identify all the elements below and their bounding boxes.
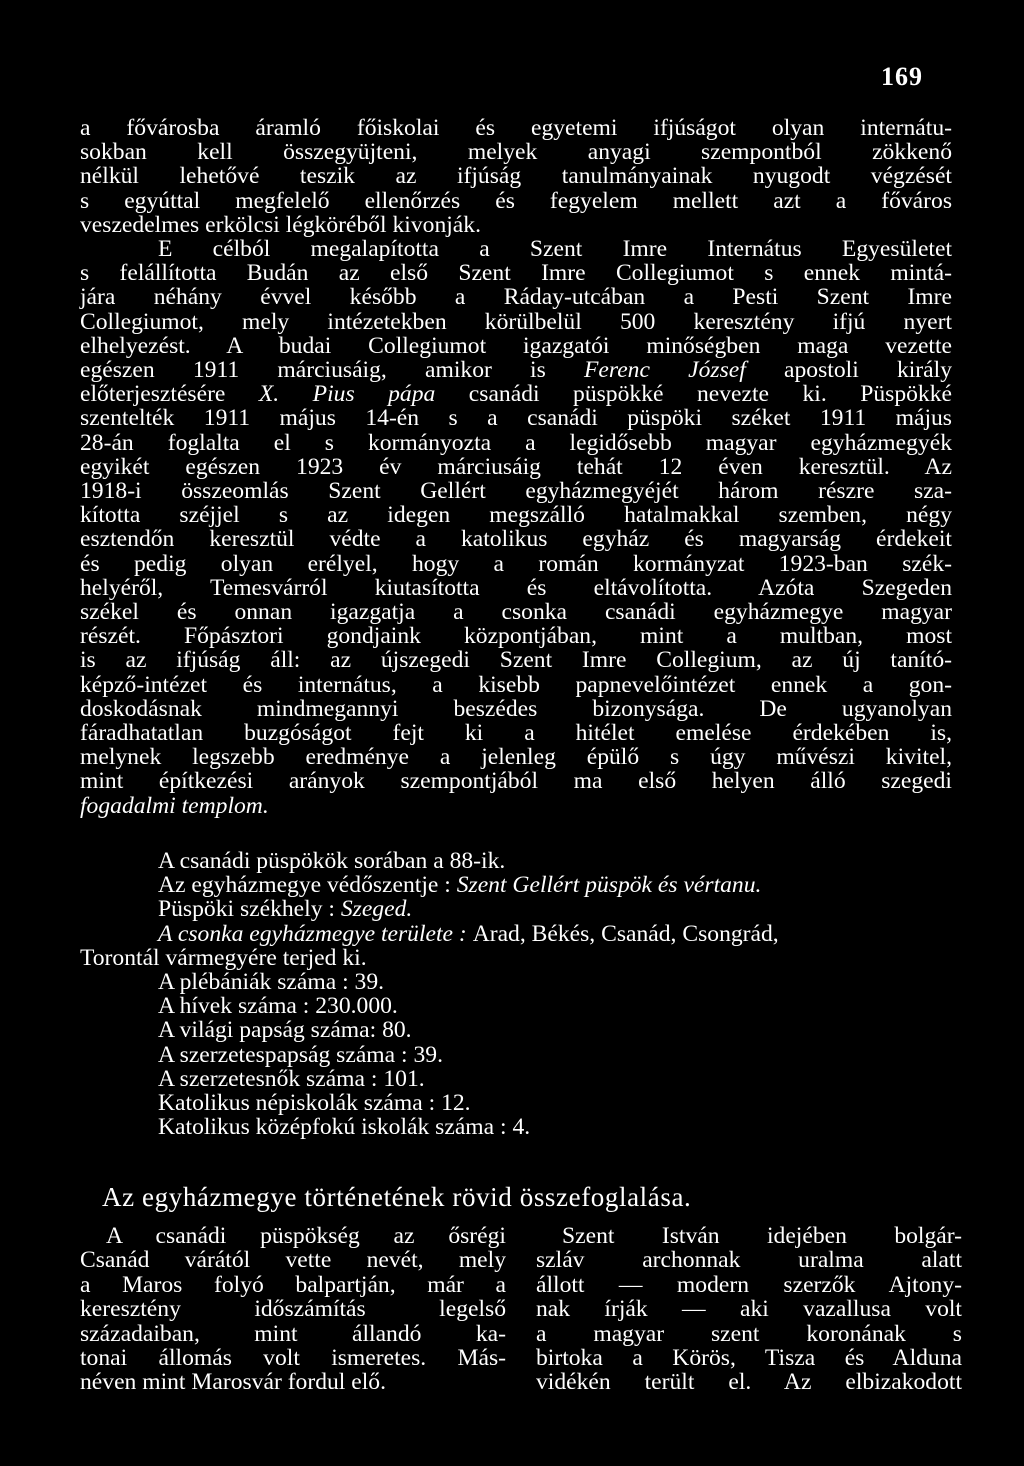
text-line: székel és onnan igazgatja a csonka csanádi egyházmegye magyar	[80, 599, 952, 626]
italic-phrase: X. Pius pápa	[258, 381, 436, 408]
text-line: szentelték 1911 május 14-én s a csanádi püspöki széket 1911 május	[80, 405, 952, 432]
column-line: vidékén terült el. Az elbizakodott	[536, 1369, 962, 1396]
text-line: is az ifjúság áll: az újszegedi Szent Imre Collegium, az új tanító-	[80, 647, 952, 674]
text-line: és pedig olyan erélyel, hogy a román kormányzat 1923-ban szék-	[80, 550, 952, 577]
stat-value: Szent Gellért püspök és vértanu.	[456, 872, 762, 899]
text-line: melynek legszebb eredménye a jelenleg épülő s úgy művészi kivitel,	[80, 744, 952, 771]
stat-line	[80, 897, 952, 921]
text-line: esztendőn keresztül védte a katolikus egyház és magyarság érdekeit	[80, 526, 952, 553]
text-line: egészen 1911 márciusáig, amikor is Ferenc József apostoli király	[80, 357, 952, 384]
main-paragraphs	[80, 116, 952, 818]
column-line: tonai állomás volt ismeretes. Más-	[80, 1345, 506, 1372]
column-line: századaiban, mint állandó ka-	[80, 1320, 506, 1347]
column-line: Csanád várától vette nevét, mely	[80, 1247, 506, 1274]
column-line: állott — modern szerzők Ajtony-	[536, 1271, 962, 1298]
column-line: keresztény időszámítás legelső	[80, 1296, 506, 1323]
right-column	[536, 1224, 962, 1395]
text-line: s egyúttal megfelelő ellenőrzés és fegyelem mellett azt a főváros	[80, 187, 952, 214]
section-title: Az egyházmegye történetének rövid összefoglalása.	[102, 1182, 692, 1212]
column-line: a magyar szent koronának s	[536, 1320, 962, 1347]
stat-label: Az egyházmegye védőszentje :	[158, 872, 457, 899]
text-line: veszedelmes erkölcsi légköréből kivonják.	[80, 211, 481, 238]
text-line: helyéről, Temesvárról kiutasította és eltávolította. Azóta Szegeden	[80, 574, 952, 601]
stat-value: Arad, Békés, Csanád, Csongrád,	[472, 920, 779, 947]
column-line: néven mint Marosvár fordul elő.	[80, 1369, 386, 1396]
text-line: részét. Főpásztori gondjaink központjában, mint a multban, most	[80, 623, 952, 650]
stat-line: A csanádi püspökök sorában a 88-ik.	[158, 848, 506, 874]
text-line: a fővárosba áramló főiskolai és egyetemi ifjúságot olyan internátu-	[80, 115, 952, 141]
text-line: elhelyezést. A budai Collegiumot igazgatói minőségben maga vezette	[80, 332, 952, 359]
text-line: 1918-i összeomlás Szent Gellért egyházmegyéjét három részre sza-	[80, 478, 952, 505]
text-line: nélkül lehetővé teszik az ifjúság tanulmányainak nyugodt végzését	[80, 163, 952, 190]
text-line: kította széjjel s az idegen megszálló hatalmakkal szemben, négy	[80, 502, 952, 529]
text-line: mint építkezési arányok szempontjából ma első helyen álló szegedi	[80, 768, 952, 795]
column-line: birtoka a Körös, Tisza és Alduna	[536, 1345, 962, 1372]
text-line: fogadalmi templom.	[80, 792, 269, 819]
text-line: E célból megalapította a Szent Imre Internátus Egyesületet	[158, 236, 952, 263]
text-line: fáradhatatlan buzgóságot fejt ki a hitélet emelése érdekében is,	[80, 720, 952, 747]
text-line: 28-án foglalta el s kormányozta a legidősebb magyar egyházmegyék	[80, 429, 952, 456]
stat-label: A csonka egyházmegye területe :	[158, 920, 473, 947]
stat-line: A hívek száma : 230.000.	[158, 993, 398, 1020]
column-line: nak írják — aki vazallusa volt	[536, 1296, 962, 1323]
text-line: doskodásnak mindmegannyi beszédes bizonysága. De ugyanolyan	[80, 695, 952, 722]
text-line: egyikét egészen 1923 év márciusáig tehát 12 éven keresztül. Az	[80, 453, 952, 480]
stat-line: A világi papság száma: 80.	[158, 1017, 412, 1044]
column-line: a Maros folyó balpartján, már a	[80, 1271, 506, 1298]
text-line: jára néhány évvel később a Ráday-utcában a Pesti Szent Imre	[80, 284, 952, 311]
column-line: szláv archonnak uralma alatt	[536, 1247, 962, 1274]
stat-line	[80, 922, 952, 946]
stat-line: Katolikus középfokú iskolák száma : 4.	[158, 1114, 531, 1141]
stat-line: A szerzetespapság száma : 39.	[158, 1041, 443, 1068]
stat-line: A szerzetesnők száma : 101.	[158, 1065, 425, 1092]
column-line: A csanádi püspökség az ősrégi	[106, 1223, 506, 1249]
text-line: s felállította Budán az első Szent Imre Collegiumot s ennek mintá-	[80, 260, 952, 287]
text-line: Collegiumot, mely intézetekben körülbelül 500 keresztény ifjú nyert	[80, 308, 952, 335]
text-line: képző-intézet és internátus, a kisebb papnevelőintézet ennek a gon-	[80, 671, 952, 698]
text-line: előterjesztésére X. Pius pápa csanádi püspökké nevezte ki. Püspökké	[80, 381, 952, 408]
diocese-statistics	[80, 849, 952, 1139]
stat-line: A plébániák száma : 39.	[158, 969, 385, 996]
stat-line: Torontál vármegyére terjed ki.	[80, 944, 367, 971]
page-number: 169	[881, 62, 923, 91]
stat-line: Katolikus népiskolák száma : 12.	[158, 1090, 471, 1117]
text-line: sokban kell összegyüjteni, melyek anyagi szempontból zökkenő	[80, 139, 952, 166]
stat-value: Szeged.	[340, 896, 413, 923]
italic-phrase: Ferenc József	[584, 357, 746, 384]
stat-label: Püspöki székhely :	[158, 896, 341, 923]
stat-line	[80, 873, 952, 897]
left-column	[80, 1224, 506, 1395]
column-line: Szent István idejében bolgár-	[562, 1223, 962, 1249]
